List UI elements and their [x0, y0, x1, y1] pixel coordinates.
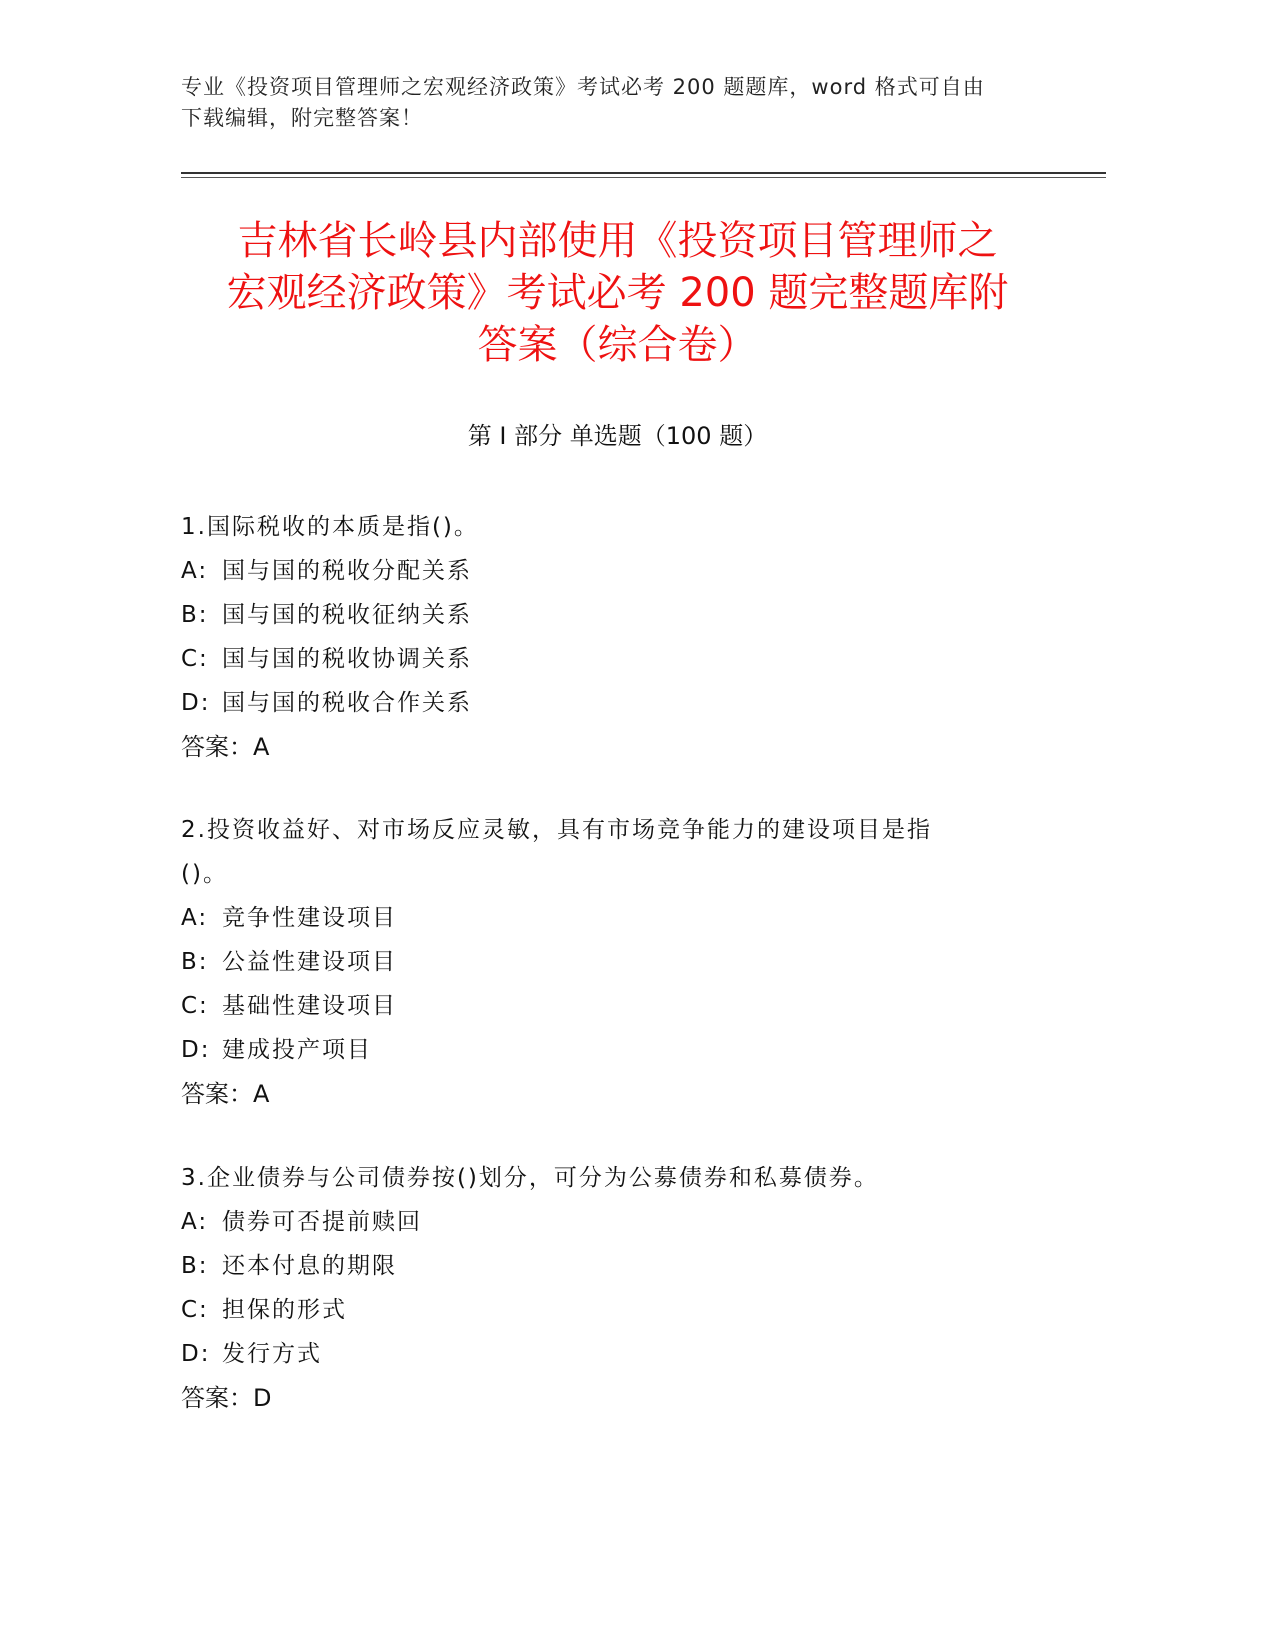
option-letter: D: [181, 1341, 211, 1367]
document-title-line: 宏观经济政策》考试必考 200 题完整题库附 [226, 270, 1009, 316]
question-answer: 答案：A [181, 733, 270, 761]
question-item [181, 505, 1041, 769]
option-letter: B: [181, 602, 209, 628]
option-letter: B: [181, 949, 209, 975]
option-text: 国与国的税收分配关系 [222, 558, 472, 584]
document-title-line: 答案（综合卷） [477, 322, 758, 368]
option-text: 国与国的税收合作关系 [222, 690, 472, 716]
header-note [181, 72, 1061, 134]
option-letter: A: [181, 905, 209, 931]
question-stem: 2.投资收益好、对市场反应灵敏，具有市场竞争能力的建设项目是指 [181, 817, 932, 843]
question-option [181, 940, 1041, 984]
option-text: 公益性建设项目 [222, 949, 397, 975]
section-title: 第 I 部分 单选题（100 题） [467, 422, 768, 450]
option-text: 竞争性建设项目 [222, 905, 397, 931]
question-option [181, 549, 1041, 593]
option-letter: A: [181, 558, 209, 584]
option-letter: B: [181, 1253, 209, 1279]
question-option [181, 1028, 1041, 1072]
option-text: 发行方式 [222, 1341, 322, 1367]
question-option [181, 681, 1041, 725]
question-option [181, 593, 1041, 637]
question-option [181, 984, 1041, 1028]
option-text: 国与国的税收协调关系 [222, 646, 472, 672]
document-title-line: 吉林省长岭县内部使用《投资项目管理师之 [237, 218, 998, 264]
option-text: 还本付息的期限 [222, 1253, 397, 1279]
option-letter: D: [181, 690, 211, 716]
question-option [181, 1288, 1041, 1332]
question-option [181, 637, 1041, 681]
option-letter: C: [181, 1297, 209, 1323]
header-divider [181, 172, 1106, 174]
question-answer: 答案：D [181, 1384, 272, 1412]
question-option [181, 1244, 1041, 1288]
option-letter: C: [181, 646, 209, 672]
question-stem: 3.企业债券与公司债券按()划分，可分为公募债券和私募债券。 [181, 1165, 879, 1191]
question-answer: 答案：A [181, 1080, 270, 1108]
option-letter: A: [181, 1209, 209, 1235]
option-letter: C: [181, 993, 209, 1019]
question-option [181, 1200, 1041, 1244]
question-option [181, 1332, 1041, 1376]
header-note-line: 下载编辑，附完整答案！ [181, 106, 423, 130]
option-text: 建成投产项目 [222, 1037, 372, 1063]
question-item [181, 1156, 1041, 1420]
option-text: 担保的形式 [222, 1297, 347, 1323]
question-option [181, 896, 1041, 940]
option-text: 债券可否提前赎回 [222, 1209, 422, 1235]
header-note-line: 专业《投资项目管理师之宏观经济政策》考试必考 200 题题库，word 格式可自由 [181, 75, 985, 99]
header-divider-thin [181, 177, 1106, 178]
document-title [180, 215, 1055, 371]
question-stem: 1.国际税收的本质是指()。 [181, 514, 479, 540]
option-text: 基础性建设项目 [222, 993, 397, 1019]
question-item [181, 808, 1041, 1116]
question-stem-continued: ()。 [181, 861, 228, 887]
option-text: 国与国的税收征纳关系 [222, 602, 472, 628]
option-letter: D: [181, 1037, 211, 1063]
